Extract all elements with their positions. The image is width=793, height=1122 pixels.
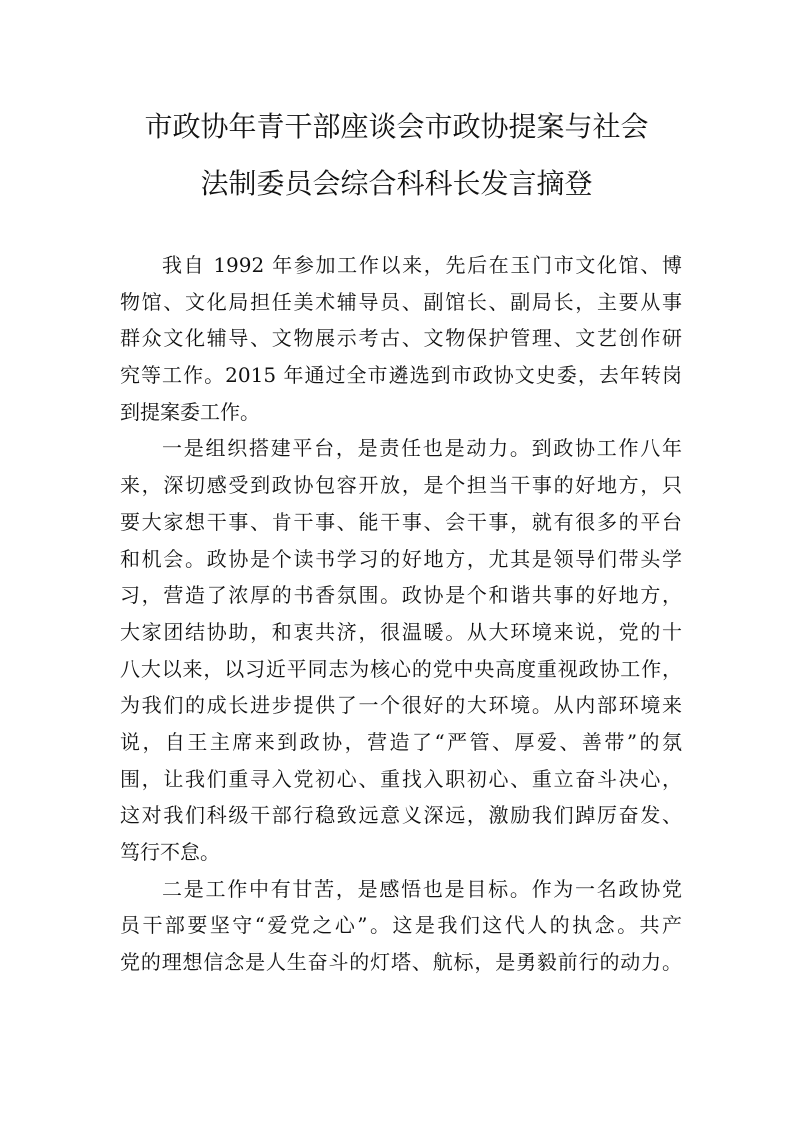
text-line: 习，营造了浓厚的书香氛围。政协是个和谐共事的好地方， bbox=[120, 583, 682, 608]
document-title-line-2: 法制委员会综合科科长发言摘登 bbox=[200, 169, 593, 200]
document-title-line-1: 市政协年青干部座谈会市政协提案与社会 bbox=[144, 112, 649, 143]
paragraph bbox=[120, 247, 682, 430]
text-line: 和机会。政协是个读书学习的好地方，尤其是领导们带头学 bbox=[120, 546, 682, 571]
text-line: 八大以来，以习近平同志为核心的党中央高度重视政协工作， bbox=[120, 656, 682, 681]
text-line: 为我们的成长进步提供了一个很好的大环境。从内部环境来 bbox=[120, 693, 682, 718]
paragraph bbox=[120, 430, 682, 870]
text-line: 围，让我们重寻入党初心、重找入职初心、重立奋斗决心， bbox=[120, 766, 682, 791]
text-line: 群众文化辅导、文物展示考古、文物保护管理、文艺创作研 bbox=[120, 326, 682, 351]
text-line: 二是工作中有甘苦，是感悟也是目标。作为一名政协党 bbox=[162, 876, 682, 901]
text-line: 员干部要坚守“爱党之心”。这是我们这代人的执念。共产 bbox=[120, 913, 682, 938]
text-line: 要大家想干事、肯干事、能干事、会干事，就有很多的平台 bbox=[120, 509, 682, 534]
text-line: 物馆、文化局担任美术辅导员、副馆长、副局长，主要从事 bbox=[120, 289, 682, 314]
text-line: 大家团结协助，和衷共济，很温暖。从大环境来说，党的十 bbox=[120, 619, 682, 644]
text-line: 究等工作。2015 年通过全市遴选到市政协文史委，去年转岗 bbox=[120, 363, 682, 388]
text-line: 一是组织搭建平台，是责任也是动力。到政协工作八年 bbox=[162, 436, 682, 461]
text-line: 我自 1992 年参加工作以来，先后在玉门市文化馆、博 bbox=[162, 253, 682, 277]
text-line: 党的理想信念是人生奋斗的灯塔、航标，是勇毅前行的动力。 bbox=[120, 950, 682, 975]
document-body bbox=[120, 247, 682, 981]
paragraph bbox=[120, 871, 682, 981]
text-line: 来，深切感受到政协包容开放，是个担当干事的好地方，只 bbox=[120, 473, 682, 498]
text-line: 说，自王主席来到政协，营造了“严管、厚爱、善带”的氛 bbox=[120, 729, 682, 754]
text-line: 到提案委工作。 bbox=[120, 399, 260, 424]
text-line: 这对我们科级干部行稳致远意义深远，激励我们踔厉奋发、 bbox=[120, 803, 682, 828]
text-line: 笃行不怠。 bbox=[120, 840, 220, 864]
